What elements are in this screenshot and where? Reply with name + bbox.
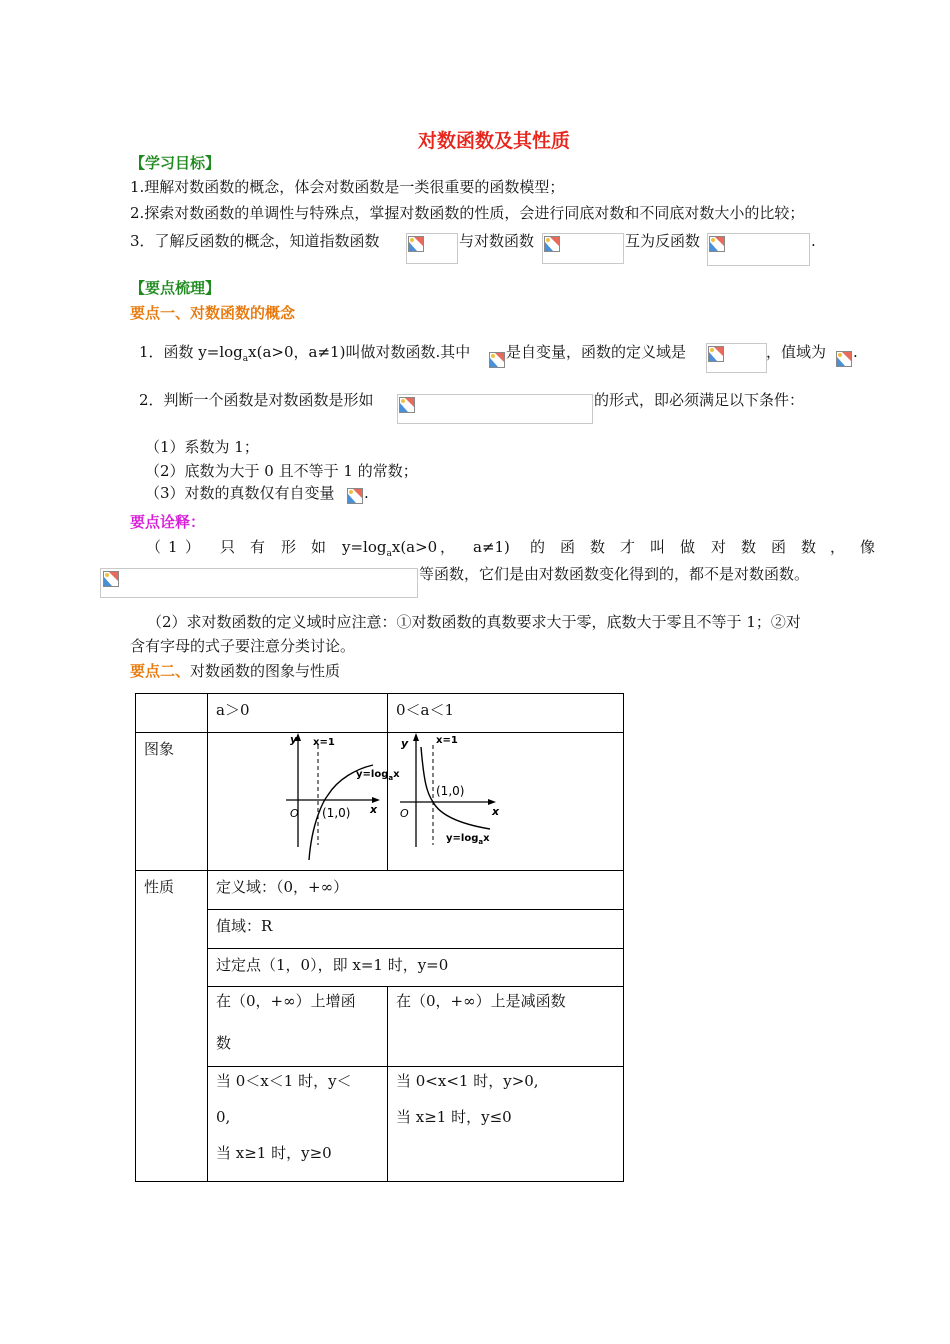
- table-header-a-lt1: 0＜a＜1: [388, 694, 624, 733]
- y-axis-arrow: [413, 733, 419, 741]
- curve-label-sub: a: [478, 838, 484, 846]
- note1-word: 对: [711, 538, 727, 556]
- curve-label-base: y=log: [356, 769, 389, 780]
- property-sign-gt1: [208, 1067, 388, 1182]
- label-curve: [446, 833, 490, 846]
- property-fixed-point: 过定点（1，0），即 x=1 时，y=0: [208, 949, 624, 987]
- p1-part-e: .: [853, 343, 858, 361]
- p2-part-b: 的形式，即必须满足以下条件：: [594, 391, 805, 409]
- table-header-a-gt1: a＞0: [208, 694, 388, 733]
- note1-formula-sub: a: [386, 549, 392, 559]
- note1-word: 形: [281, 538, 297, 556]
- goal-3-part2: 与对数函数: [459, 232, 535, 250]
- table-row: [136, 1067, 624, 1182]
- note2-line1: （2）求对数函数的定义域时应注意：①对数函数的真数要求大于零，底数大于零且不等于 1；②对: [147, 613, 801, 631]
- table-cell-empty: [136, 694, 208, 733]
- formula-image-placeholder: [397, 394, 593, 424]
- condition-1: （1）系数为 1；: [145, 438, 259, 456]
- note1-word: 函: [560, 538, 576, 556]
- note1-condition: a≠1): [473, 538, 510, 556]
- sign-lt1-line-1: 当 0<x<1 时，y>0,: [396, 1072, 539, 1090]
- point1-heading: 要点一、对数函数的概念: [130, 304, 296, 322]
- note1-word: 有: [250, 538, 266, 556]
- note1-word: ）: [185, 538, 201, 556]
- note1-word: 像: [860, 538, 876, 556]
- row-label-image: 图象: [136, 733, 208, 871]
- image-placeholder-icon: [103, 571, 119, 587]
- goal-3-end: .: [811, 232, 816, 250]
- sign-gt1-line-2: 0,: [216, 1108, 231, 1126]
- note1-word: （: [146, 538, 162, 556]
- curve-label-base: y=log: [446, 833, 479, 844]
- property-domain: 定义域：（0，+∞）: [208, 871, 624, 910]
- goal-2: 2.探索对数函数的单调性与特殊点，掌握对数函数的性质，会进行同底对数和不同底对数大小的比较；: [130, 204, 805, 222]
- point2-heading-rest: 对数函数的图象与性质: [190, 662, 341, 680]
- curve-label-var: x: [393, 769, 400, 780]
- condition-2: （2）底数为大于 0 且不等于 1 的常数；: [145, 462, 418, 480]
- p1-part-d: ，值域为: [766, 343, 827, 361]
- property-range: 值域：R: [208, 910, 624, 949]
- graph-decreasing-cell: [388, 733, 624, 871]
- table-row: [136, 949, 624, 987]
- p1-part-a: 1．函数 y=log: [139, 343, 243, 361]
- notes-heading: 要点诠释：: [130, 513, 206, 531]
- note1-word: 做: [680, 538, 696, 556]
- note1-formula: [342, 537, 437, 564]
- image-placeholder-icon: [708, 346, 724, 362]
- image-placeholder-icon: [489, 352, 505, 368]
- label-origin: O: [400, 807, 409, 820]
- sign-gt1-line-3: 当 x≥1 时，y≥0: [216, 1144, 332, 1162]
- sign-gt1-line-1: 当 0＜x＜1 时，y＜: [216, 1072, 352, 1090]
- goal-3-part3: 互为反函数: [625, 232, 701, 250]
- image-placeholder-icon: [544, 236, 560, 252]
- page-title: 对数函数及其性质: [418, 130, 571, 152]
- p1-sub: a: [242, 354, 249, 364]
- label-x-eq-1: x=1: [313, 737, 335, 748]
- p2-part-a: 2．判断一个函数是对数函数是形如: [139, 391, 374, 409]
- summary-heading: 【要点梳理】: [130, 279, 221, 297]
- graph-increasing: [208, 733, 400, 870]
- curve-label-sub: a: [388, 774, 394, 782]
- note1-word: 才: [620, 538, 636, 556]
- table-row: [136, 871, 624, 910]
- graph-increasing-cell: [208, 733, 400, 871]
- image-placeholder-icon: [408, 236, 424, 252]
- condition-3: （3）对数的真数仅有自变量: [145, 484, 335, 502]
- formula-image-placeholder: [100, 568, 418, 598]
- label-y: y: [401, 737, 409, 750]
- image-placeholder-icon: [399, 397, 415, 413]
- note1-word: 只: [220, 538, 236, 556]
- label-y: y: [290, 733, 298, 746]
- table-row: [136, 987, 624, 1067]
- note1-formula-a: y=log: [342, 538, 387, 556]
- goal-3-part1: 3．了解反函数的概念，知道指数函数: [130, 232, 380, 250]
- note1-word: ，: [830, 538, 846, 556]
- image-placeholder-icon: [347, 488, 363, 504]
- inc-line-2: 数: [216, 1034, 232, 1052]
- curve-label-var: x: [483, 833, 490, 844]
- condition-3-end: .: [364, 484, 369, 502]
- note1-word: 数: [590, 538, 606, 556]
- graph-decreasing: [388, 733, 623, 870]
- p1-text: [139, 342, 470, 369]
- table-row: [136, 694, 624, 733]
- label-origin: O: [290, 807, 299, 820]
- note1-word: 1: [168, 538, 178, 556]
- note1-word: 如: [311, 538, 327, 556]
- note1-line2: 等函数，它们是由对数函数变化得到的，都不是对数函数。: [419, 565, 810, 583]
- label-x-eq-1: x=1: [436, 735, 458, 746]
- properties-table: [135, 693, 624, 1182]
- property-increasing: [208, 987, 388, 1067]
- note1-word: 叫: [650, 538, 666, 556]
- p1-part-b: x(a>0，a≠1)叫做对数函数.其中: [248, 343, 471, 361]
- point2-heading: [130, 661, 340, 681]
- goals-heading: 【学习目标】: [130, 154, 221, 172]
- note1-formula-b: x(a>0: [391, 538, 438, 556]
- row-label-properties: 性质: [136, 871, 208, 1182]
- label-x: x: [370, 803, 378, 816]
- label-x: x: [492, 805, 500, 818]
- image-placeholder-icon: [709, 236, 725, 252]
- property-decreasing: 在（0，+∞）上是减函数: [388, 987, 624, 1067]
- note1-word: 的: [530, 538, 546, 556]
- point2-heading-bold: 要点二、: [130, 662, 191, 680]
- note1-word: 函: [771, 538, 787, 556]
- image-placeholder-icon: [836, 351, 852, 367]
- note1-word: 数: [801, 538, 817, 556]
- note2-line2: 含有字母的式子要注意分类讨论。: [130, 637, 356, 655]
- note1-word: 数: [741, 538, 757, 556]
- property-sign-lt1: [388, 1067, 624, 1182]
- table-row: [136, 733, 624, 871]
- p1-part-c: 是自变量，函数的定义域是: [506, 343, 687, 361]
- inc-line-1: 在（0，+∞）上增函: [216, 992, 356, 1010]
- label-point: (1,0): [322, 806, 351, 820]
- goal-1: 1.理解对数函数的概念，体会对数函数是一类很重要的函数模型；: [130, 178, 565, 196]
- label-point: (1,0): [436, 784, 465, 798]
- table-row: [136, 910, 624, 949]
- note1-comma: ，: [440, 538, 456, 556]
- sign-lt1-line-2: 当 x≥1 时，y≤0: [396, 1108, 512, 1126]
